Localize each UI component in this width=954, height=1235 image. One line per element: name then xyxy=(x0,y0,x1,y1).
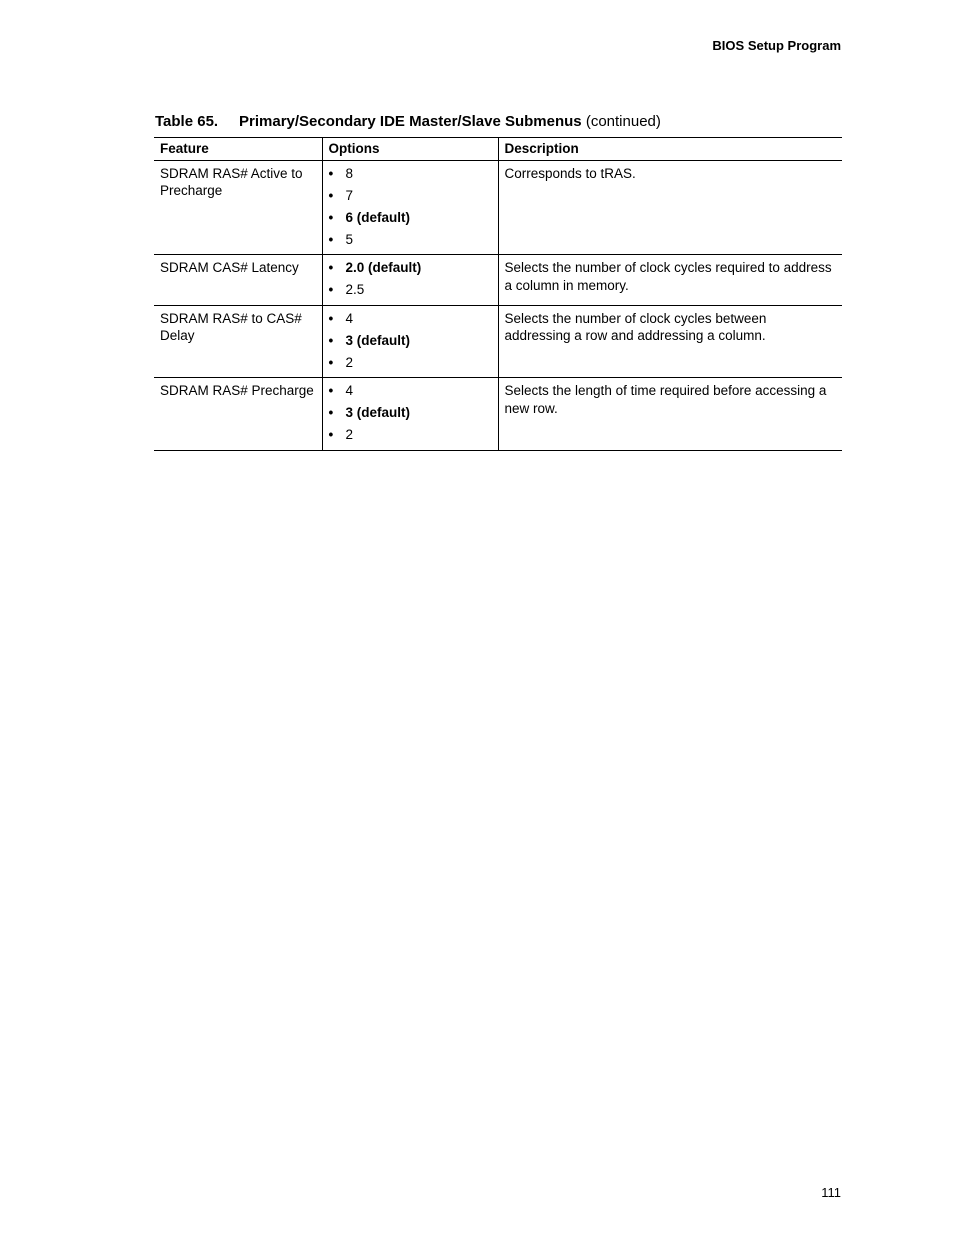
options-list xyxy=(329,165,492,249)
feature-cell: SDRAM CAS# Latency xyxy=(154,255,322,306)
description-cell: Selects the number of clock cycles between addressing a row and addressing a column. xyxy=(498,305,842,378)
table-row xyxy=(154,305,842,378)
table-header-row xyxy=(154,138,842,161)
options-list xyxy=(329,259,492,299)
feature-cell: SDRAM RAS# Precharge xyxy=(154,378,322,451)
option-item: • 5 xyxy=(329,231,492,249)
option-item-default: • 2.0 (default) xyxy=(329,259,492,277)
option-item: • 4 xyxy=(329,310,492,328)
option-item-default: • 3 (default) xyxy=(329,404,492,422)
table-row xyxy=(154,160,842,255)
submenu-table xyxy=(154,137,842,451)
table-number: Table 65. xyxy=(155,113,219,130)
table-title: Primary/Secondary IDE Master/Slave Submenus xyxy=(239,113,582,130)
option-item: • 8 xyxy=(329,165,492,183)
feature-cell: SDRAM RAS# to CAS# Delay xyxy=(154,305,322,378)
table-continued-note: (continued) xyxy=(585,113,661,130)
options-cell xyxy=(322,305,498,378)
option-item: • 2 xyxy=(329,426,492,444)
option-item: • 4 xyxy=(329,382,492,400)
description-cell: Selects the number of clock cycles required to address a column in memory. xyxy=(498,255,842,306)
page-number: 111 xyxy=(821,1185,841,1200)
options-cell xyxy=(322,160,498,255)
option-item: • 2.5 xyxy=(329,281,492,299)
table-row xyxy=(154,255,842,306)
option-item: • 7 xyxy=(329,187,492,205)
table-caption xyxy=(155,113,661,130)
option-item-default: • 6 (default) xyxy=(329,209,492,227)
options-cell xyxy=(322,378,498,451)
option-item: • 2 xyxy=(329,354,492,372)
table-row xyxy=(154,378,842,451)
column-header-options: Options xyxy=(322,138,498,161)
options-cell xyxy=(322,255,498,306)
column-header-feature: Feature xyxy=(154,138,322,161)
description-cell: Selects the length of time required before accessing a new row. xyxy=(498,378,842,451)
options-list xyxy=(329,310,492,372)
option-item-default: • 3 (default) xyxy=(329,332,492,350)
feature-cell: SDRAM RAS# Active to Precharge xyxy=(154,160,322,255)
running-header: BIOS Setup Program xyxy=(712,38,841,53)
column-header-description: Description xyxy=(498,138,842,161)
description-cell: Corresponds to tRAS. xyxy=(498,160,842,255)
options-list xyxy=(329,382,492,444)
